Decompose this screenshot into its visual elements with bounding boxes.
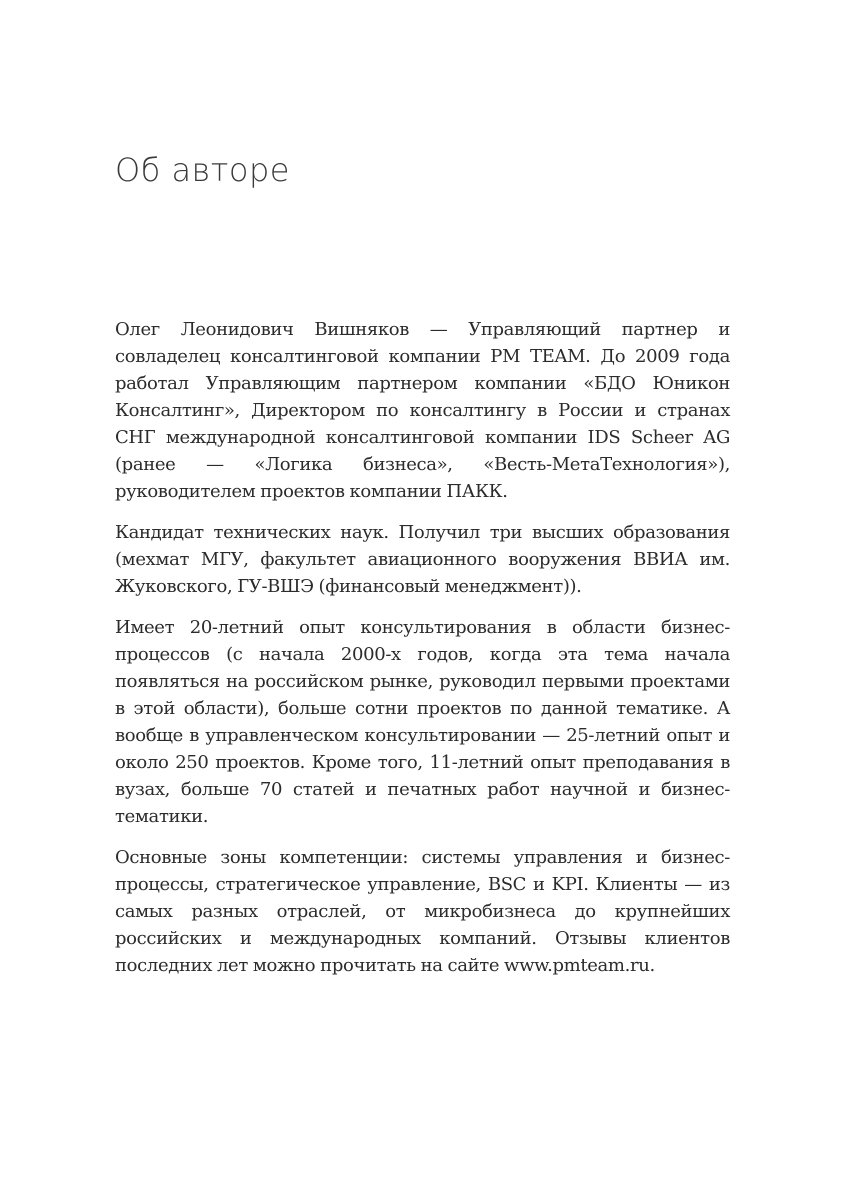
- page-title: Об авторе: [115, 151, 290, 189]
- bio-paragraph-education: Кандидат технических наук. Получил три высших образования (мехмат МГУ, факультет авиационного вооружения ВВИА им. Жуковского, ГУ-ВШЭ (финансовый менеджмент)).: [115, 522, 730, 597]
- bio-paragraph-experience: Имеет 20-летний опыт консультирования в области бизнес-процессов (с начала 2000-х годов, когда эта тема начала появляться на российском рынке, руководил первыми проектами в этой области), больше сотни проектов по данной тематике. А вообще в управленческом консультировании — 25-летний опыт и около 250 проектов. Кроме того, 11-летний опыт преподавания в вузах, больше 70 статей и печатных работ научной и бизнес-тематики.: [115, 617, 730, 827]
- bio-paragraph-competencies: Основные зоны компетенции: системы управления и бизнес-процессы, стратегическое управление, BSC и KPI. Клиенты — из самых разных отраслей, от микробизнеса до крупнейших российских и международных компаний. Отзывы клиентов последних лет можно прочитать на сайте www.pmteam.ru.: [115, 847, 730, 976]
- bio-paragraph-career: Олег Леонидович Вишняков — Управляющий партнер и совладелец консалтинговой компании PM TEAM. До 2009 года работал Управляющим партнером компании «БДО Юникон Консалтинг», Директором по консалтингу в России и странах СНГ международной консалтинговой компании IDS Scheer AG (ранее — «Логика бизнеса», «Весть-МетаТехнология»), руководителем проектов компании ПАКК.: [115, 319, 730, 502]
- author-bio: [115, 316, 730, 979]
